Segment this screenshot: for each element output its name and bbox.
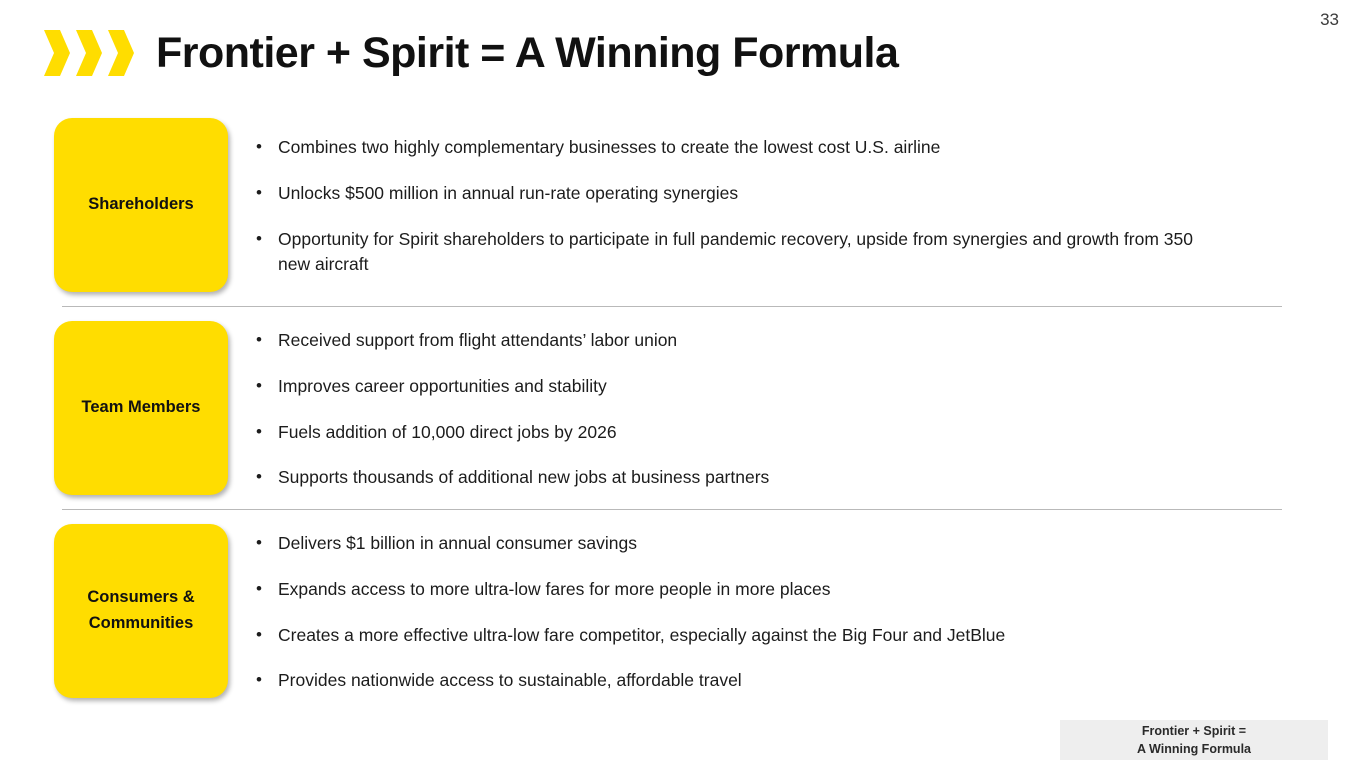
bullet-dot-icon: • <box>256 578 262 598</box>
section-badge-shareholders: Shareholders <box>54 118 228 292</box>
bullet-dot-icon: • <box>256 229 262 248</box>
section-team-members <box>0 321 1365 495</box>
list-item <box>256 374 1365 399</box>
list-item <box>256 420 1365 445</box>
section-consumers-communities <box>0 524 1365 698</box>
bullet-text: Provides nationwide access to sustainable, affordable travel <box>278 670 742 691</box>
bullet-list-shareholders <box>256 133 1365 276</box>
bullet-text: Opportunity for Spirit shareholders to participate in full pandemic recovery, upside from synergies and growth from 350 new aircraft <box>278 229 1193 274</box>
footer-tag <box>1060 720 1328 760</box>
slide-header <box>42 22 898 84</box>
list-item <box>256 465 1365 490</box>
bullet-dot-icon: • <box>256 532 262 552</box>
bullet-text: Supports thousands of additional new jobs at business partners <box>278 467 770 488</box>
list-item <box>256 227 1365 277</box>
footer-line-1: Frontier + Spirit = <box>1141 723 1247 738</box>
chevron-right-icon <box>106 30 136 76</box>
list-item <box>256 623 1365 648</box>
chevron-group <box>42 30 138 76</box>
list-item <box>256 328 1365 353</box>
list-item <box>256 181 1365 206</box>
page-title: Frontier + Spirit = A Winning Formula <box>156 28 899 77</box>
bullet-dot-icon: • <box>256 670 262 690</box>
bullet-text: Creates a more effective ultra-low fare competitor, especially against the Big Four and JetBlue <box>278 624 1006 645</box>
section-divider <box>62 509 1282 510</box>
bullet-dot-icon: • <box>256 375 262 395</box>
bullet-dot-icon: • <box>256 329 262 349</box>
bullet-text: Unlocks $500 million in annual run-rate operating synergies <box>278 183 739 204</box>
bullet-list-team-members <box>256 326 1365 490</box>
list-item <box>256 135 1365 160</box>
list-item <box>256 668 1365 693</box>
bullet-dot-icon: • <box>256 183 262 203</box>
section-badge-consumers-communities: Consumers & Communities <box>54 524 228 698</box>
chevron-right-icon <box>42 30 72 76</box>
footer-line-2: A Winning Formula <box>1137 742 1251 756</box>
list-item <box>256 531 1365 556</box>
bullet-list-consumers-communities <box>256 529 1365 693</box>
section-shareholders <box>0 118 1365 292</box>
bullet-text: Delivers $1 billion in annual consumer savings <box>278 532 637 553</box>
chevron-right-icon <box>74 30 104 76</box>
bullet-dot-icon: • <box>256 467 262 487</box>
bullet-text: Expands access to more ultra-low fares for more people in more places <box>278 578 831 599</box>
bullet-text: Combines two highly complementary businesses to create the lowest cost U.S. airline <box>278 137 941 158</box>
bullet-text: Received support from flight attendants’ labor union <box>278 329 678 350</box>
bullet-dot-icon: • <box>256 137 262 157</box>
content-sections <box>0 118 1365 698</box>
section-badge-team-members: Team Members <box>54 321 228 495</box>
page-number: 33 <box>1320 10 1339 29</box>
bullet-dot-icon: • <box>256 421 262 441</box>
bullet-text: Fuels addition of 10,000 direct jobs by 2026 <box>278 421 617 442</box>
section-divider <box>62 306 1282 307</box>
list-item <box>256 577 1365 602</box>
bullet-dot-icon: • <box>256 624 262 644</box>
bullet-text: Improves career opportunities and stability <box>278 375 607 396</box>
